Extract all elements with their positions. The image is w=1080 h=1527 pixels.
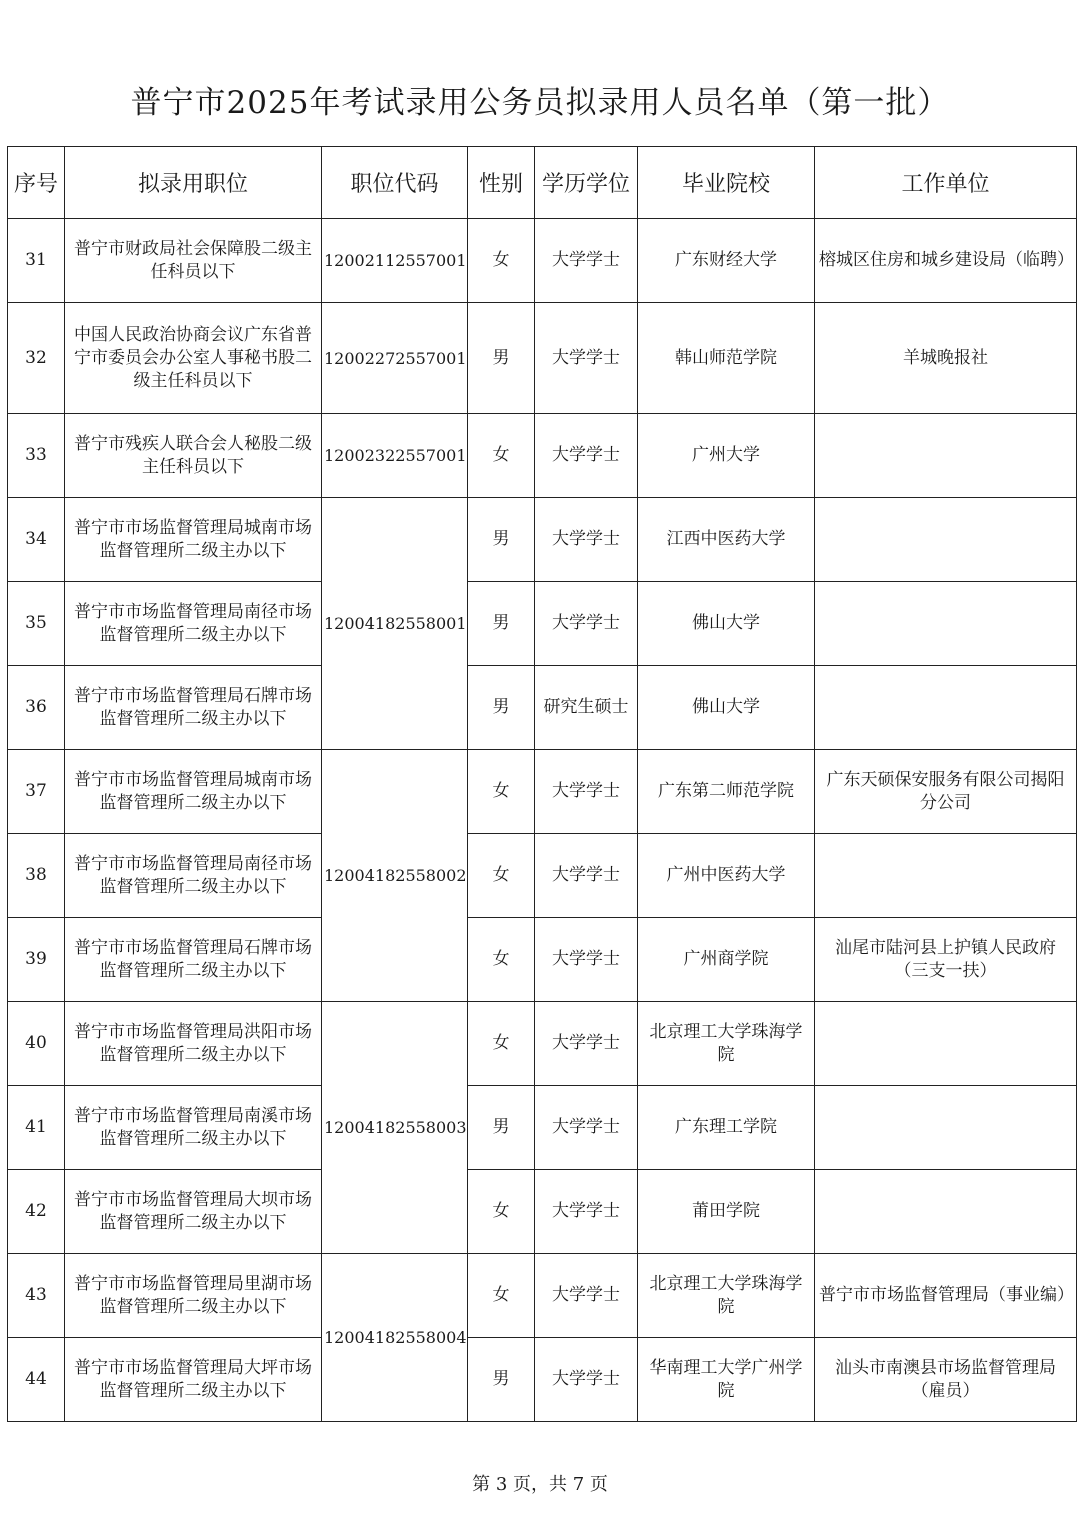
cell-seq: 39: [8, 918, 65, 1002]
cell-school: 莆田学院: [638, 1170, 815, 1254]
table-row: [8, 498, 1077, 582]
cell-code: 12002112557001: [322, 219, 468, 303]
cell-education: 大学学士: [535, 1086, 638, 1170]
cell-gender: 女: [468, 1002, 535, 1086]
cell-seq: 37: [8, 750, 65, 834]
cell-code: 12004182558001: [322, 498, 468, 750]
cell-seq: 31: [8, 219, 65, 303]
table-row: [8, 1338, 1077, 1422]
table-header-row: [8, 147, 1077, 219]
cell-employer: [815, 834, 1077, 918]
cell-school: 韩山师范学院: [638, 303, 815, 414]
cell-school: 广东财经大学: [638, 219, 815, 303]
cell-employer: [815, 582, 1077, 666]
cell-position: 普宁市市场监督管理局南径市场监督管理所二级主办以下: [65, 582, 322, 666]
cell-education: 大学学士: [535, 303, 638, 414]
cell-employer: [815, 1086, 1077, 1170]
cell-code: 12004182558002: [322, 750, 468, 1002]
cell-seq: 33: [8, 414, 65, 498]
page-title: 普宁市2025年考试录用公务员拟录用人员名单（第一批）: [130, 85, 950, 121]
cell-code: 12004182558003: [322, 1002, 468, 1254]
cell-education: 大学学士: [535, 918, 638, 1002]
cell-gender: 女: [468, 219, 535, 303]
cell-position: 普宁市市场监督管理局大坪市场监督管理所二级主办以下: [65, 1338, 322, 1422]
header-employer: 工作单位: [815, 147, 1077, 219]
cell-gender: 女: [468, 918, 535, 1002]
candidate-table: [7, 146, 1077, 1422]
table-row: [8, 414, 1077, 498]
cell-seq: 32: [8, 303, 65, 414]
cell-employer: 榕城区住房和城乡建设局（临聘）: [815, 219, 1077, 303]
cell-education: 大学学士: [535, 582, 638, 666]
cell-position: 普宁市市场监督管理局城南市场监督管理所二级主办以下: [65, 750, 322, 834]
header-code: 职位代码: [322, 147, 468, 219]
page-number: 第 3 页，共 7 页: [472, 1474, 608, 1495]
cell-education: 大学学士: [535, 1002, 638, 1086]
table-row: [8, 1002, 1077, 1086]
cell-employer: [815, 498, 1077, 582]
cell-gender: 女: [468, 414, 535, 498]
cell-position: 普宁市市场监督管理局里湖市场监督管理所二级主办以下: [65, 1254, 322, 1338]
cell-code: 12002322557001: [322, 414, 468, 498]
cell-education: 大学学士: [535, 1254, 638, 1338]
cell-seq: 35: [8, 582, 65, 666]
cell-seq: 44: [8, 1338, 65, 1422]
header-position: 拟录用职位: [65, 147, 322, 219]
cell-employer: 广东天硕保安服务有限公司揭阳分公司: [815, 750, 1077, 834]
table-row: [8, 582, 1077, 666]
cell-employer: [815, 1002, 1077, 1086]
cell-gender: 女: [468, 750, 535, 834]
cell-education: 研究生硕士: [535, 666, 638, 750]
cell-school: 佛山大学: [638, 582, 815, 666]
cell-code: 12004182558004: [322, 1254, 468, 1422]
cell-school: 广州中医药大学: [638, 834, 815, 918]
cell-position: 普宁市市场监督管理局石牌市场监督管理所二级主办以下: [65, 666, 322, 750]
cell-seq: 36: [8, 666, 65, 750]
cell-code: 12002272557001: [322, 303, 468, 414]
header-gender: 性别: [468, 147, 535, 219]
cell-position: 普宁市财政局社会保障股二级主任科员以下: [65, 219, 322, 303]
cell-education: 大学学士: [535, 750, 638, 834]
cell-position: 普宁市市场监督管理局大坝市场监督管理所二级主办以下: [65, 1170, 322, 1254]
cell-education: 大学学士: [535, 1338, 638, 1422]
cell-education: 大学学士: [535, 834, 638, 918]
cell-school: 北京理工大学珠海学院: [638, 1002, 815, 1086]
cell-seq: 38: [8, 834, 65, 918]
table-row: [8, 1254, 1077, 1338]
cell-school: 广东理工学院: [638, 1086, 815, 1170]
cell-position: 普宁市残疾人联合会人秘股二级主任科员以下: [65, 414, 322, 498]
cell-school: 江西中医药大学: [638, 498, 815, 582]
cell-education: 大学学士: [535, 1170, 638, 1254]
cell-gender: 男: [468, 666, 535, 750]
cell-gender: 男: [468, 582, 535, 666]
cell-position: 普宁市市场监督管理局城南市场监督管理所二级主办以下: [65, 498, 322, 582]
cell-education: 大学学士: [535, 219, 638, 303]
cell-seq: 43: [8, 1254, 65, 1338]
cell-seq: 41: [8, 1086, 65, 1170]
cell-school: 广州大学: [638, 414, 815, 498]
cell-gender: 女: [468, 834, 535, 918]
cell-school: 佛山大学: [638, 666, 815, 750]
cell-school: 广东第二师范学院: [638, 750, 815, 834]
cell-education: 大学学士: [535, 414, 638, 498]
table-row: [8, 834, 1077, 918]
table-row: [8, 303, 1077, 414]
cell-education: 大学学士: [535, 498, 638, 582]
cell-gender: 男: [468, 1086, 535, 1170]
table-row: [8, 1170, 1077, 1254]
cell-school: 广州商学院: [638, 918, 815, 1002]
cell-seq: 34: [8, 498, 65, 582]
cell-position: 普宁市市场监督管理局洪阳市场监督管理所二级主办以下: [65, 1002, 322, 1086]
cell-school: 北京理工大学珠海学院: [638, 1254, 815, 1338]
table-row: [8, 666, 1077, 750]
cell-gender: 女: [468, 1170, 535, 1254]
cell-seq: 42: [8, 1170, 65, 1254]
cell-employer: 汕尾市陆河县上护镇人民政府（三支一扶）: [815, 918, 1077, 1002]
header-school: 毕业院校: [638, 147, 815, 219]
cell-gender: 男: [468, 303, 535, 414]
cell-employer: [815, 1170, 1077, 1254]
cell-position: 普宁市市场监督管理局南径市场监督管理所二级主办以下: [65, 834, 322, 918]
cell-employer: 普宁市市场监督管理局（事业编）: [815, 1254, 1077, 1338]
cell-employer: [815, 666, 1077, 750]
cell-employer: [815, 414, 1077, 498]
cell-employer: 汕头市南澳县市场监督管理局（雇员）: [815, 1338, 1077, 1422]
cell-position: 普宁市市场监督管理局石牌市场监督管理所二级主办以下: [65, 918, 322, 1002]
cell-seq: 40: [8, 1002, 65, 1086]
header-seq: 序号: [8, 147, 65, 219]
cell-gender: 男: [468, 498, 535, 582]
cell-gender: 男: [468, 1338, 535, 1422]
cell-employer: 羊城晚报社: [815, 303, 1077, 414]
table-row: [8, 918, 1077, 1002]
cell-gender: 女: [468, 1254, 535, 1338]
header-education: 学历学位: [535, 147, 638, 219]
cell-position: 中国人民政治协商会议广东省普宁市委员会办公室人事秘书股二级主任科员以下: [65, 303, 322, 414]
table-row: [8, 219, 1077, 303]
cell-position: 普宁市市场监督管理局南溪市场监督管理所二级主办以下: [65, 1086, 322, 1170]
table-row: [8, 1086, 1077, 1170]
table-row: [8, 750, 1077, 834]
cell-school: 华南理工大学广州学院: [638, 1338, 815, 1422]
